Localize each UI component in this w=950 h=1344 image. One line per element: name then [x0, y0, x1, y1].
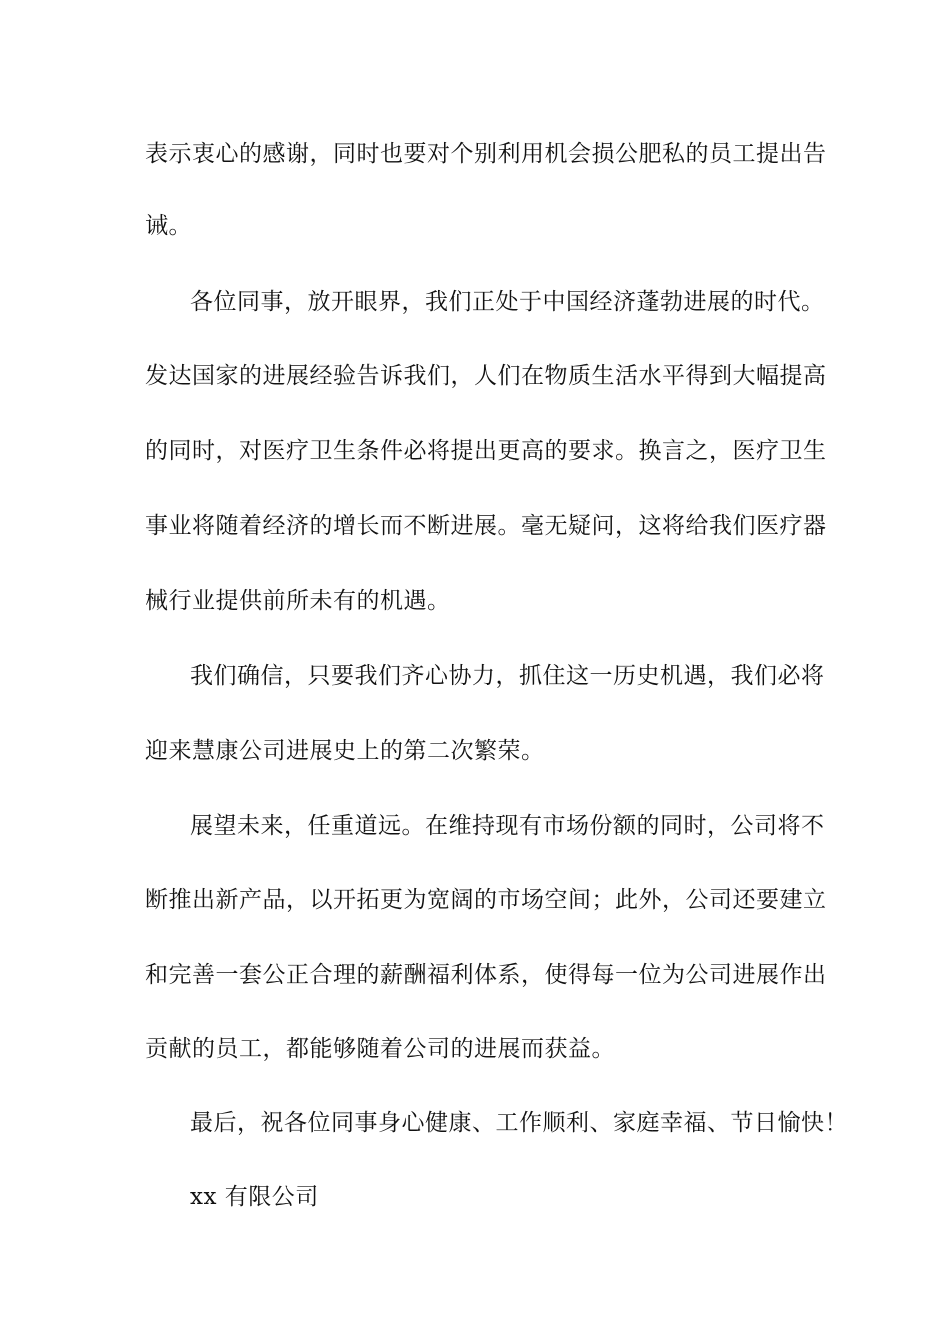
paragraph-line: 迎来慧康公司进展史上的第二次繁荣。 — [145, 738, 545, 764]
signature-company: xx 有限公司 — [190, 1184, 319, 1210]
paragraph-line: 我们确信，只要我们齐心协力，抓住这一历史机遇，我们必将 — [190, 663, 825, 689]
paragraph-line: 发达国家的进展经验告诉我们，人们在物质生活水平得到大幅提高 — [145, 363, 827, 389]
paragraph-line: 和完善一套公正合理的薪酬福利体系，使得每一位为公司进展作出 — [145, 962, 827, 988]
closing-line: 最后，祝各位同事身心健康、工作顺利、家庭幸福、节日愉快！ — [190, 1110, 848, 1136]
paragraph-line: 表示衷心的感谢，同时也要对个别利用机会损公肥私的员工提出告 — [145, 141, 827, 167]
paragraph-line: 各位同事，放开眼界，我们正处于中国经济蓬勃进展的时代。 — [190, 289, 825, 315]
paragraph-line: 断推出新产品，以开拓更为宽阔的市场空间；此外，公司还要建立 — [145, 887, 827, 913]
paragraph-line: 事业将随着经济的增长而不断进展。毫无疑问，这将给我们医疗器 — [145, 513, 827, 539]
paragraph-line: 诫。 — [145, 213, 192, 239]
paragraph-line: 贡献的员工，都能够随着公司的进展而获益。 — [145, 1036, 615, 1062]
paragraph-line: 械行业提供前所未有的机遇。 — [145, 588, 451, 614]
paragraph-line: 的同时，对医疗卫生条件必将提出更高的要求。换言之，医疗卫生 — [145, 438, 827, 464]
paragraph-line: 展望未来，任重道远。在维持现有市场份额的同时，公司将不 — [190, 813, 825, 839]
